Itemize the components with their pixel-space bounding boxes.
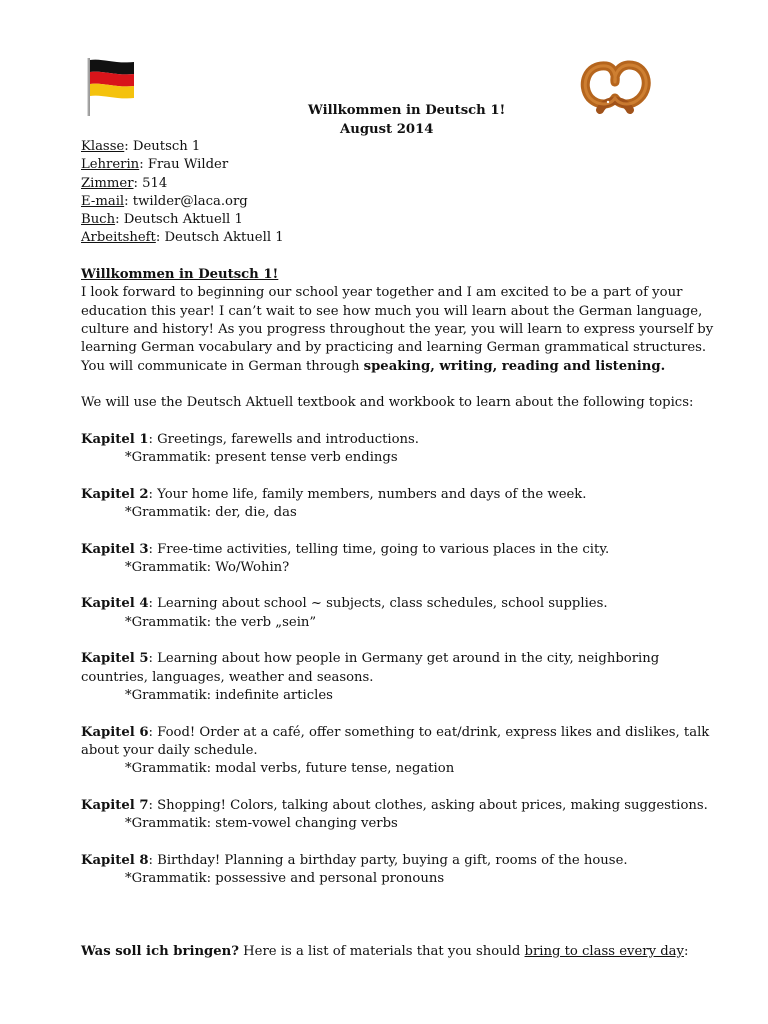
chapter-description: Greetings, farewells and introductions.	[157, 431, 420, 447]
chapter-description: Learning about how people in Germany get around in the city, neighboring	[157, 651, 660, 667]
welcome-heading: Willkommen in Deutsch 1!	[81, 267, 279, 283]
info-label: Zimmer	[81, 175, 134, 191]
document-body	[81, 138, 714, 961]
spacer	[81, 906, 701, 924]
chapter-grammar: *Grammatik: the verb „sein”	[125, 614, 317, 630]
welcome-line-last	[81, 358, 701, 376]
spacer	[81, 248, 701, 266]
materials-emphasis: bring to class every day	[524, 944, 684, 960]
welcome-line: learning German vocabulary and by practicing and learning German grammatical structures.	[81, 340, 707, 356]
info-row-buch: Buch: Deutsch Aktuell 1	[81, 212, 243, 228]
chapter-label: Kapitel 5	[81, 651, 149, 667]
info-label: Arbeitsheft	[81, 230, 156, 246]
chapter-3: Kapitel 3: Free-time activities, telling time, going to various places in the city. *Grammatik: Wo/Wohin?	[81, 541, 701, 578]
welcome-skills: speaking, writing, reading and listening.	[363, 358, 666, 374]
spacer	[81, 888, 701, 906]
spacer	[81, 705, 701, 723]
materials-intro	[81, 943, 701, 961]
spacer	[81, 833, 701, 851]
spacer	[81, 412, 701, 430]
welcome-line: culture and history! As you progress throughout the year, you will learn to express yourself by	[81, 321, 714, 337]
info-value: 514	[142, 175, 168, 191]
info-row-klasse: Klasse: Deutsch 1	[81, 139, 201, 154]
chapter-8: Kapitel 8: Birthday! Planning a birthday party, buying a gift, rooms of the house. *Grammatik: possessive and personal pronouns	[81, 852, 701, 889]
spacer	[81, 467, 701, 485]
chapter-grammar: *Grammatik: possessive and personal pronouns	[125, 870, 445, 886]
info-label: Klasse	[81, 139, 125, 154]
chapter-label: Kapitel 8	[81, 852, 149, 868]
chapter-5: Kapitel 5: Learning about how people in Germany get around in the city, neighboring countries, languages, weather and seasons. *Grammatik: indefinite articles	[81, 650, 701, 705]
spacer	[81, 376, 701, 394]
chapter-description: Food! Order at a café, offer something to eat/drink, express likes and dislikes, talk	[157, 724, 710, 740]
chapter-description: Birthday! Planning a birthday party, buying a gift, rooms of the house.	[157, 852, 628, 868]
chapter-1: Kapitel 1: Greetings, farewells and introductions. *Grammatik: present tense verb endings	[81, 431, 701, 468]
chapter-grammar: *Grammatik: modal verbs, future tense, negation	[125, 761, 455, 777]
materials-text: Here is a list of materials that you should	[238, 944, 525, 960]
chapter-6: Kapitel 6: Food! Order at a café, offer something to eat/drink, express likes and dislikes, talk about your daily schedule. *Grammatik: modal verbs, future tense, negation	[81, 724, 701, 779]
chapter-description: Shopping! Colors, talking about clothes, asking about prices, making suggestions.	[157, 797, 708, 813]
info-label: Lehrerin	[81, 157, 140, 173]
welcome-line: education this year! I can’t wait to see how much you will learn about the German language,	[81, 303, 703, 319]
info-value: Deutsch 1	[132, 139, 201, 154]
welcome-last-prefix: You will communicate in German through	[81, 358, 364, 374]
chapter-description: Your home life, family members, numbers and days of the week.	[157, 486, 587, 502]
pretzel-icon	[578, 58, 652, 116]
chapter-grammar: *Grammatik: der, die, das	[125, 504, 297, 520]
spacer	[81, 778, 701, 796]
chapter-grammar: *Grammatik: present tense verb endings	[125, 450, 398, 466]
materials-question: Was soll ich bringen?	[81, 944, 239, 960]
chapter-description-cont: about your daily schedule.	[81, 742, 258, 758]
chapter-label: Kapitel 3	[81, 541, 149, 557]
chapter-grammar: *Grammatik: indefinite articles	[125, 687, 333, 703]
info-value: Deutsch Aktuell 1	[123, 212, 243, 228]
chapter-label: Kapitel 7	[81, 797, 149, 813]
chapter-label: Kapitel 1	[81, 431, 149, 447]
materials-colon: :	[684, 944, 689, 960]
info-value: Frau Wilder	[147, 157, 229, 173]
topics-intro: We will use the Deutsch Aktuell textbook and workbook to learn about the following topics:	[81, 395, 694, 411]
chapter-label: Kapitel 2	[81, 486, 149, 502]
title-line-1: Willkommen in Deutsch 1!	[308, 103, 506, 118]
chapter-7: Kapitel 7: Shopping! Colors, talking about clothes, asking about prices, making suggestions. *Grammatik: stem-vowel changing verbs	[81, 797, 701, 834]
info-row-lehrerin: Lehrerin: Frau Wilder	[81, 157, 229, 173]
chapter-label: Kapitel 4	[81, 596, 149, 612]
info-row-arbeitsheft: Arbeitsheft: Deutsch Aktuell 1	[81, 230, 284, 246]
spacer	[81, 925, 701, 943]
chapter-grammar: *Grammatik: Wo/Wohin?	[125, 559, 290, 575]
info-label: E-mail	[81, 193, 125, 209]
chapter-grammar: *Grammatik: stem-vowel changing verbs	[125, 815, 398, 831]
info-value: twilder@laca.org	[132, 193, 248, 209]
title-date: August 2014	[340, 121, 434, 137]
german-flag-icon	[84, 56, 140, 118]
chapter-4: Kapitel 4: Learning about school ~ subjects, class schedules, school supplies. *Grammatik: the verb „sein”	[81, 595, 701, 632]
info-row-zimmer: Zimmer: 514	[81, 175, 168, 191]
chapter-label: Kapitel 6	[81, 724, 149, 740]
spacer	[81, 577, 701, 595]
chapter-description-cont: countries, languages, weather and seasons.	[81, 669, 374, 685]
info-value: Deutsch Aktuell 1	[164, 230, 284, 246]
spacer	[81, 522, 701, 540]
chapter-description: Learning about school ~ subjects, class schedules, school supplies.	[157, 596, 608, 612]
info-row-email: E-mail: twilder@laca.org	[81, 193, 248, 209]
spacer	[81, 632, 701, 650]
welcome-line: I look forward to beginning our school year together and I am excited to be a part of your	[81, 285, 683, 301]
chapter-2: Kapitel 2: Your home life, family members, numbers and days of the week. *Grammatik: der, die, das	[81, 486, 701, 523]
info-label: Buch	[81, 212, 116, 228]
chapter-description: Free-time activities, telling time, going to various places in the city.	[157, 541, 610, 557]
